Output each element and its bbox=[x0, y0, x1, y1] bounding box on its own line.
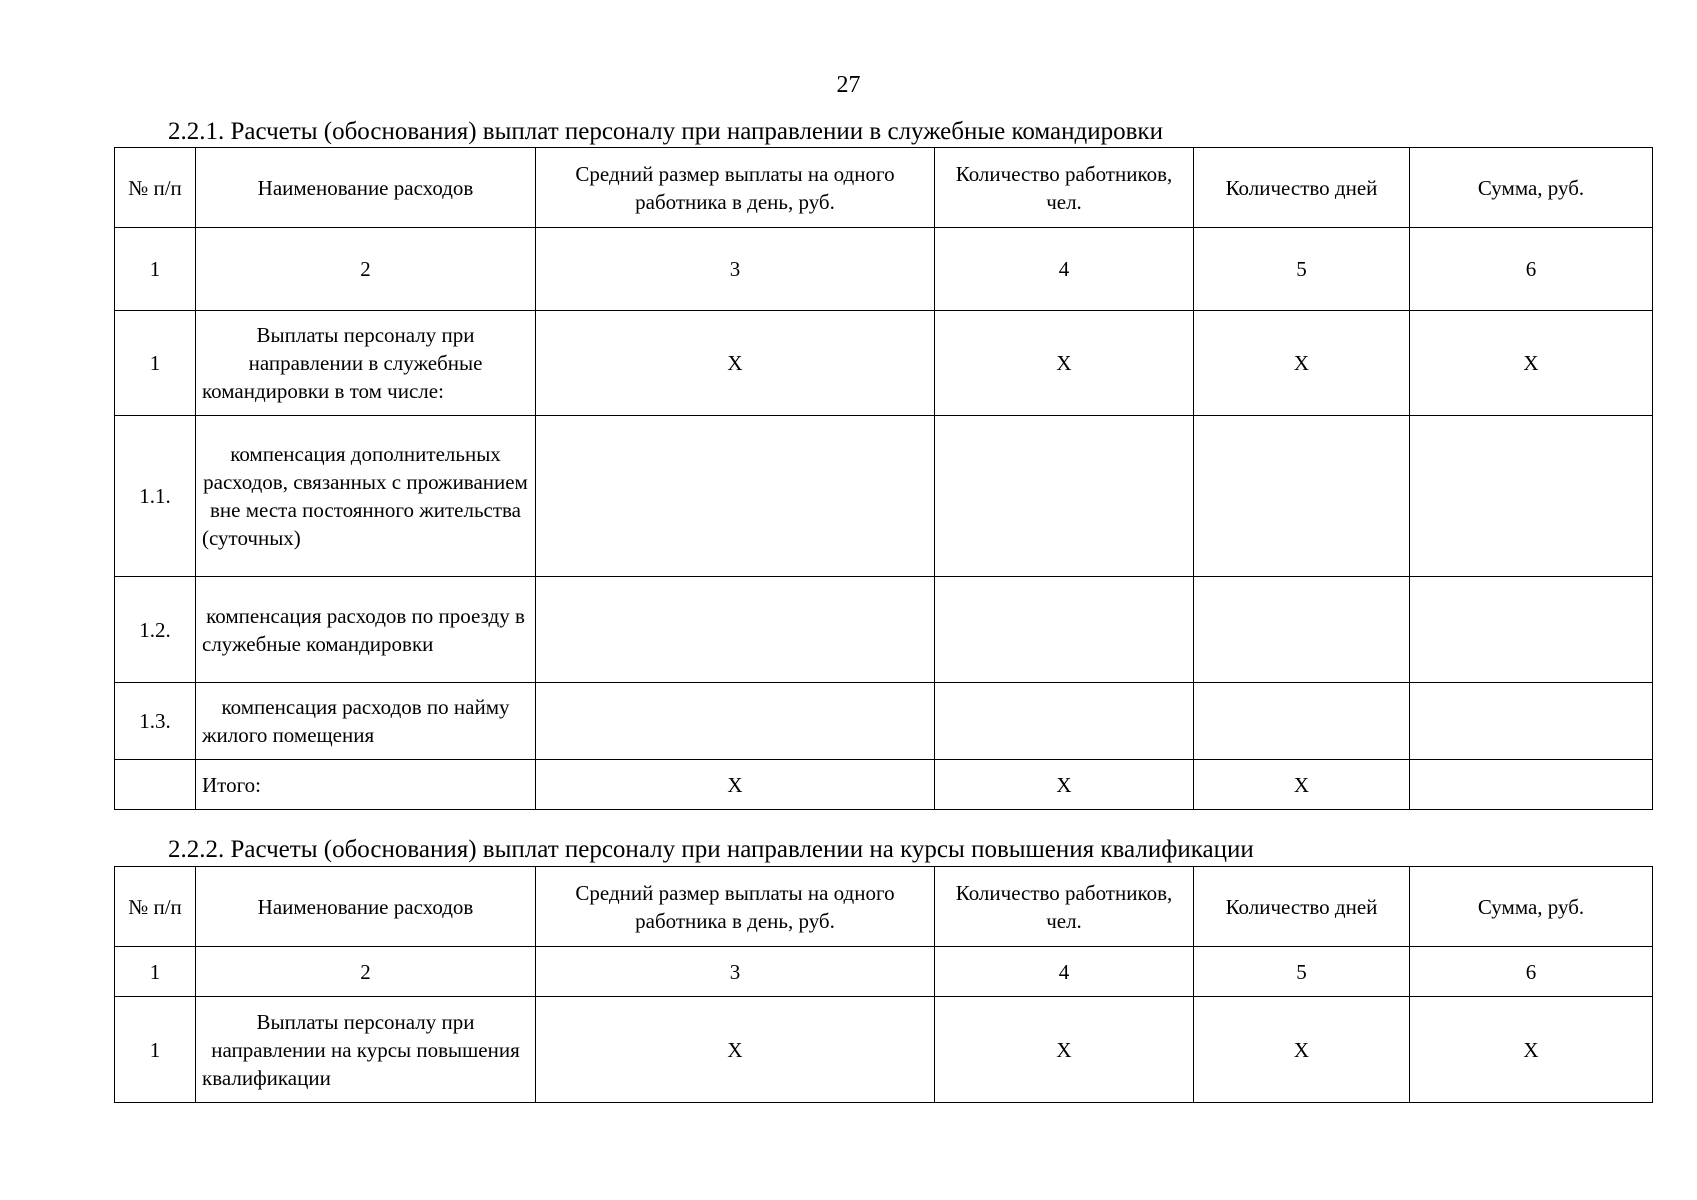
table-cell bbox=[536, 577, 935, 683]
table-cell bbox=[1410, 760, 1653, 810]
table-cell: 1 bbox=[115, 997, 196, 1103]
table-cell bbox=[935, 416, 1194, 577]
table-cell: Выплаты персоналу при направлении на курсы повышения квалификации bbox=[196, 997, 536, 1103]
table-cell: Выплаты персоналу при направлении в служебные командировки в том числе: bbox=[196, 311, 536, 416]
table-cell bbox=[1410, 416, 1653, 577]
table-cell bbox=[1410, 683, 1653, 760]
column-number-cell: 5 bbox=[1194, 228, 1410, 311]
table-cell: X bbox=[935, 311, 1194, 416]
section-title-business-trips: 2.2.1. Расчеты (обоснования) выплат персоналу при направлении в служебные командировки bbox=[168, 118, 1163, 145]
column-number-cell: 3 bbox=[536, 947, 935, 997]
table-cell bbox=[935, 683, 1194, 760]
table-cell: компенсация расходов по найму жилого помещения bbox=[196, 683, 536, 760]
column-number-row bbox=[115, 947, 1653, 997]
table-cell bbox=[536, 683, 935, 760]
table-cell: 1.3. bbox=[115, 683, 196, 760]
table-cell bbox=[1194, 577, 1410, 683]
table-cell: 1 bbox=[115, 311, 196, 416]
table-header-row bbox=[115, 148, 1653, 228]
table-cell: компенсация дополнительных расходов, связанных с проживанием вне места постоянного жительства (суточных) bbox=[196, 416, 536, 577]
table-cell: X bbox=[1194, 311, 1410, 416]
table-cell: X bbox=[1410, 997, 1653, 1103]
training-courses-table bbox=[114, 866, 1653, 1103]
table-cell: X bbox=[536, 311, 935, 416]
table-row bbox=[115, 416, 1653, 577]
column-number-cell: 6 bbox=[1410, 228, 1653, 311]
column-number-cell: 4 bbox=[935, 947, 1194, 997]
column-number-cell: 3 bbox=[536, 228, 935, 311]
page-number: 27 bbox=[836, 72, 861, 98]
table-cell bbox=[1410, 577, 1653, 683]
table-row bbox=[115, 683, 1653, 760]
header-cell: Наименование расходов bbox=[196, 148, 536, 228]
table-row bbox=[115, 577, 1653, 683]
table-cell: X bbox=[536, 760, 935, 810]
column-number-cell: 2 bbox=[196, 228, 536, 311]
header-cell: Сумма, руб. bbox=[1410, 148, 1653, 228]
total-row bbox=[115, 760, 1653, 810]
table-cell: 1.2. bbox=[115, 577, 196, 683]
column-number-cell: 5 bbox=[1194, 947, 1410, 997]
table-header-row bbox=[115, 867, 1653, 947]
header-cell: Средний размер выплаты на одного работника в день, руб. bbox=[536, 867, 935, 947]
table-cell bbox=[115, 760, 196, 810]
table-cell: X bbox=[935, 997, 1194, 1103]
column-number-cell: 4 bbox=[935, 228, 1194, 311]
table-cell bbox=[536, 416, 935, 577]
column-number-cell: 6 bbox=[1410, 947, 1653, 997]
table-row bbox=[115, 311, 1653, 416]
header-cell: Количество дней bbox=[1194, 148, 1410, 228]
total-label: Итого: bbox=[196, 760, 536, 810]
column-number-cell: 1 bbox=[115, 228, 196, 311]
table-row bbox=[115, 997, 1653, 1103]
table-cell: 1.1. bbox=[115, 416, 196, 577]
table-cell: X bbox=[1194, 997, 1410, 1103]
header-cell: Количество дней bbox=[1194, 867, 1410, 947]
table-cell: X bbox=[1410, 311, 1653, 416]
table-cell: компенсация расходов по проезду в служебные командировки bbox=[196, 577, 536, 683]
table-cell: X bbox=[1194, 760, 1410, 810]
table-cell bbox=[935, 577, 1194, 683]
column-number-cell: 1 bbox=[115, 947, 196, 997]
header-cell: Количество работников, чел. bbox=[935, 867, 1194, 947]
header-cell: № п/п bbox=[115, 148, 196, 228]
header-cell: Количество работников, чел. bbox=[935, 148, 1194, 228]
table-cell: X bbox=[935, 760, 1194, 810]
header-cell: Наименование расходов bbox=[196, 867, 536, 947]
table-cell bbox=[1194, 683, 1410, 760]
column-number-row bbox=[115, 228, 1653, 311]
section-title-training-courses: 2.2.2. Расчеты (обоснования) выплат персоналу при направлении на курсы повышения квалификации bbox=[168, 836, 1254, 863]
table-cell: X bbox=[536, 997, 935, 1103]
column-number-cell: 2 bbox=[196, 947, 536, 997]
header-cell: Сумма, руб. bbox=[1410, 867, 1653, 947]
business-trips-table bbox=[114, 147, 1653, 810]
table-cell bbox=[1194, 416, 1410, 577]
header-cell: Средний размер выплаты на одного работника в день, руб. bbox=[536, 148, 935, 228]
header-cell: № п/п bbox=[115, 867, 196, 947]
